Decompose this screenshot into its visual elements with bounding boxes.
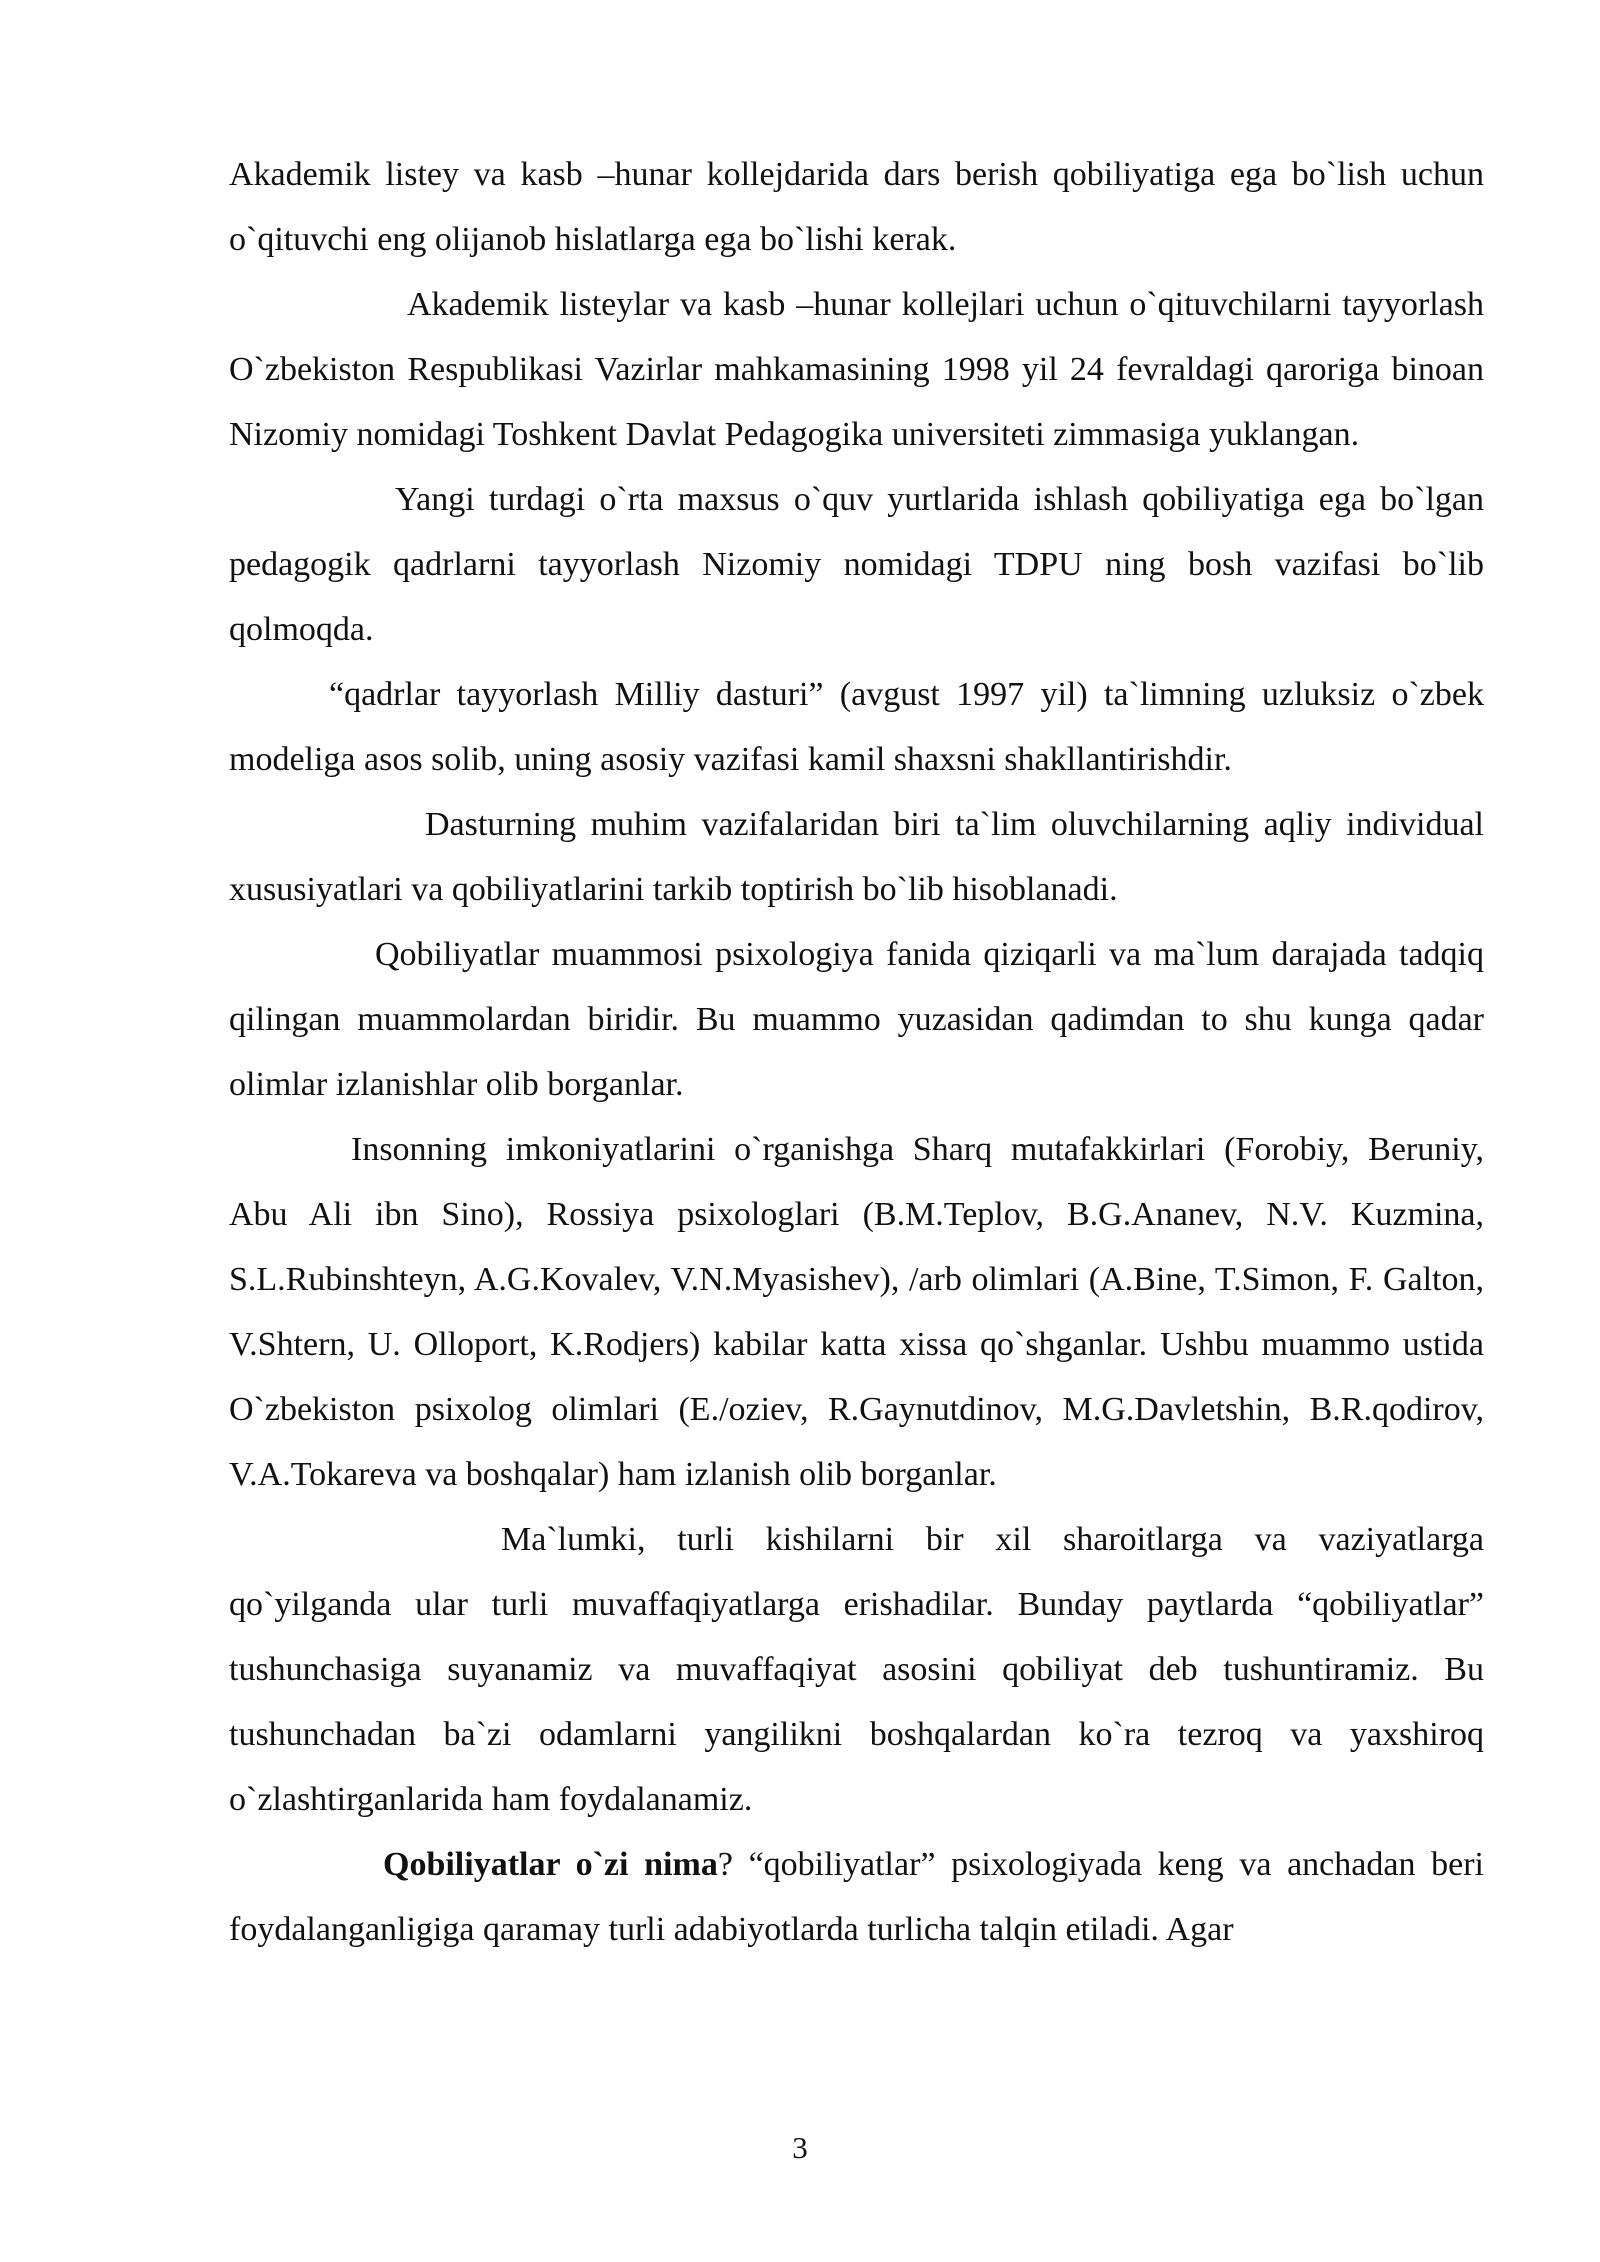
paragraph-text: Ma`lumki, turli kishilarni bir xil sharoitlarga va vaziyatlarga qo`yilganda ular turli muvaffaqiyatlarga erishadilar. Bunday paytlarda “qobiliyatlar” tushunchasiga suyanamiz va muvaffaqiyat asosini qobiliyat deb tushuntiramiz. Bu tushunchadan ba`zi odamlarni yangilikni boshqalardan ko`ra tezroq va yaxshiroq o`zlashtirganlarida ham foydalanamiz. xyxy=(229,1521,1484,1818)
paragraph-text: Dasturning muhim vazifalaridan biri ta`lim oluvchilarning aqliy individual xususiyatlari va qobiliyatlarini tarkib toptirish bo`lib hisoblanadi. xyxy=(229,806,1484,908)
paragraph xyxy=(229,272,1484,467)
paragraph xyxy=(229,467,1484,662)
paragraph xyxy=(229,142,1484,272)
paragraph-text: Yangi turdagi o`rta maxsus o`quv yurtlarida ishlash qobiliyatiga ega bo`lgan pedagogik qadrlarni tayyorlash Nizomiy nomidagi TDPU ning bosh vazifasi bo`lib qolmoqda. xyxy=(229,481,1484,648)
paragraph-text: Qobiliyatlar muammosi psixologiya fanida qiziqarli va ma`lum darajada tadqiq qilingan muammolardan biridir. Bu muammo yuzasidan qadimdan to shu kunga qadar olimlar izlanishlar olib borganlar. xyxy=(229,936,1484,1103)
paragraph xyxy=(229,1507,1484,1832)
paragraph-text: Insonning imkoniyatlarini o`rganishga Sharq mutafakkirlari (Forobiy, Beruniy, Abu Ali ibn Sino), Rossiya psixologlari (B.M.Teplov, B.G.Ananev, N.V. Kuzmina, S.L.Rubinshteyn, A.G.Kovalev, V.N.Myasishev), /arb olimlari (A.Bine, T.Simon, F. Galton, V.Shtern, U. Olloport, K.Rodjers) kabilar katta xissa qo`shganlar. Ushbu muammo ustida O`zbekiston psixolog olimlari (E./oziev, R.Gaynutdinov, M.G.Davletshin, B.R.qodirov, V.A.Tokareva va boshqalar) ham izlanish olib borganlar. xyxy=(229,1131,1484,1493)
paragraph xyxy=(229,662,1484,792)
section-heading-inline: Qobiliyatlar o`zi nima xyxy=(383,1846,718,1883)
page-number: 3 xyxy=(792,2130,808,2165)
paragraph-text: “qadrlar tayyorlash Milliy dasturi” (avgust 1997 yil) ta`limning uzluksiz o`zbek modeliga asos solib, uning asosiy vazifasi kamil shaxsni shakllantirishdir. xyxy=(229,676,1484,778)
paragraph xyxy=(229,1832,1484,1962)
document-body xyxy=(229,142,1484,1962)
paragraph xyxy=(229,792,1484,922)
paragraph-text: Akademik listey va kasb –hunar kollejdarida dars berish qobiliyatiga ega bo`lish uchun o`qituvchi eng olijanob hislatlarga ega bo`lishi kerak. xyxy=(229,156,1484,258)
paragraph-text: ? “qobiliyatlar” psixologiyada keng va anchadan beri foydalanganligiga qaramay turli adabiyotlarda turlicha talqin etiladi. Agar xyxy=(229,1846,1484,1948)
paragraph-text: Akademik listeylar va kasb –hunar kollejlari uchun o`qituvchilarni tayyorlash O`zbekiston Respublikasi Vazirlar mahkamasining 1998 yil 24 fevraldagi qaroriga binoan Nizomiy nomidagi Toshkent Davlat Pedagogika universiteti zimmasiga yuklangan. xyxy=(229,286,1484,453)
paragraph xyxy=(229,922,1484,1117)
paragraph xyxy=(229,1117,1484,1507)
